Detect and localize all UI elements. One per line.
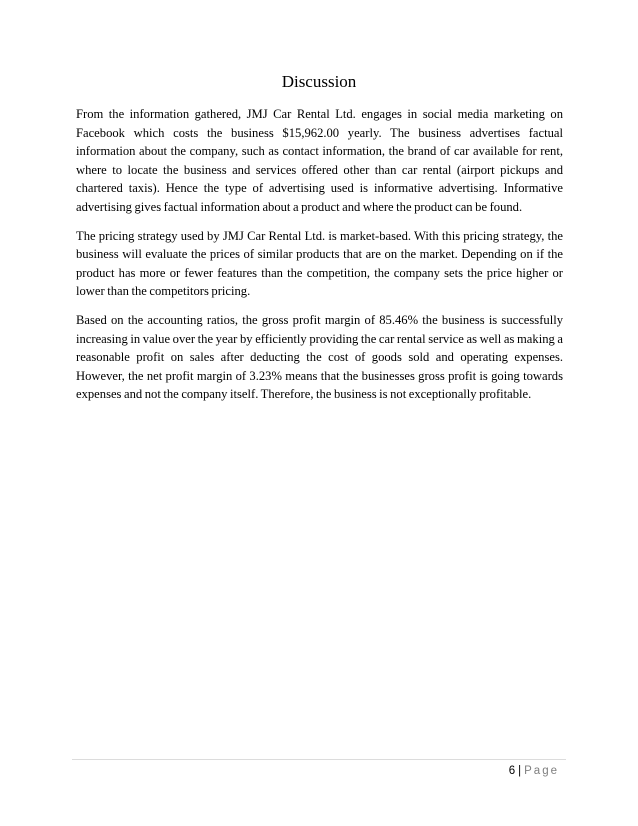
- page-footer: [509, 763, 559, 779]
- paragraph-ratios: Based on the accounting ratios, the gross profit margin of 85.46% the business is successfully increasing in value over the year by efficiently providing the car rental service as well as making a reasonable profit on sales after deducting the cost of goods sold and operating expenses. However, the net profit margin of 3.23% means that the businesses gross profit is going towards expenses and not the company itself. Therefore, the business is not exceptionally profitable.: [76, 312, 563, 402]
- paragraph-pricing: The pricing strategy used by JMJ Car Rental Ltd. is market-based. With this pricing strategy, the business will evaluate the prices of similar products that are on the market. Depending on if the product has more or fewer features than the competition, the company sets the price higher or lower than the competitors pricing.: [76, 228, 563, 299]
- page-number: 6: [508, 765, 516, 777]
- body-text: [76, 105, 563, 414]
- page-title: Discussion: [281, 72, 357, 91]
- footer-separator: |: [518, 765, 522, 777]
- paragraph-marketing: From the information gathered, JMJ Car Rental Ltd. engages in social media marketing on Facebook which costs the business $15,962.00 yearly. The business advertises factual information about the company, such as contact information, the brand of car available for rent, where to locate the business and services offered other than car rental (airport pickups and chartered taxis). Hence the type of advertising used is informative advertising. Informative advertising gives factual information about a product and where the product can be found.: [76, 107, 563, 214]
- footer-divider: [72, 759, 566, 760]
- page-label: Page: [524, 765, 559, 777]
